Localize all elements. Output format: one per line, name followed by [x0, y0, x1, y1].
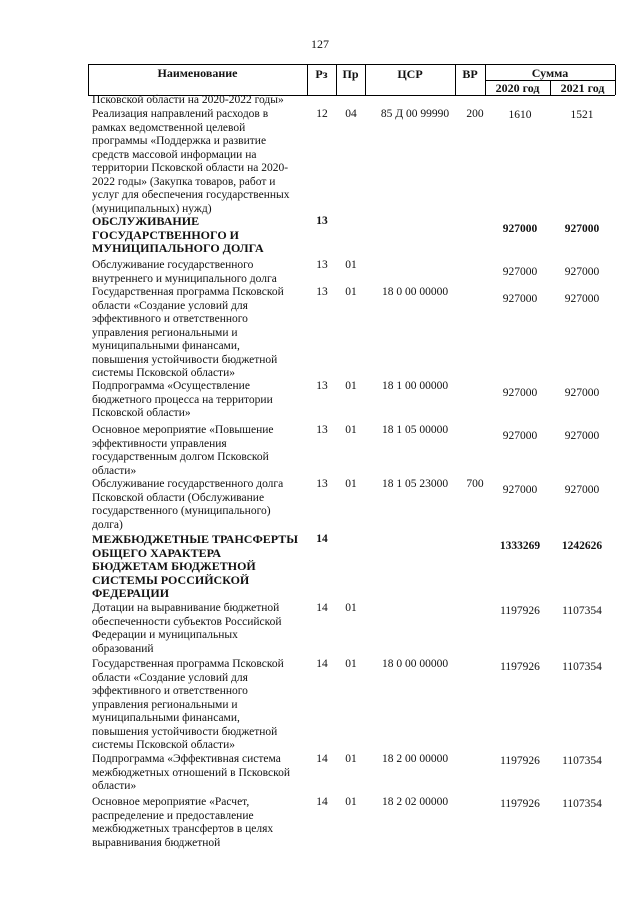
row-sum-2021: 1521	[570, 109, 594, 121]
row-name-line: 2022 годы» (Закупка товаров, работ и	[92, 175, 276, 188]
row-name	[92, 602, 297, 656]
row-sum-2021: 927000	[564, 430, 600, 442]
row-name-line: (муниципальных) нужд)	[92, 202, 212, 215]
row-pr: 01	[345, 380, 357, 392]
row-csr: 85 Д 00 99990	[380, 108, 450, 120]
row-name-line: Федерации и муниципальных	[92, 629, 238, 641]
row-sum-2020: 927000	[502, 484, 538, 496]
row-name-line: муниципальными финансами,	[92, 712, 240, 724]
row-sum-2020: 1197926	[500, 605, 540, 617]
row-name-line: Подпрограмма «Эффективная система	[92, 753, 281, 765]
row-name-line: эффективного и ответственного	[92, 313, 248, 325]
row-name-line: рамках ведомственной целевой	[92, 121, 246, 134]
row-name-line: Реализация направлений расходов в	[92, 108, 269, 120]
row-name	[92, 753, 297, 794]
row-name-line: внутреннего и муниципального долга	[92, 272, 277, 285]
table-header	[88, 64, 615, 96]
row-name-line: ОБСЛУЖИВАНИЕ	[92, 214, 200, 228]
row-name-line: ГОСУДАРСТВЕННОГО И	[92, 227, 239, 242]
row-name-line: бюджетного процесса на территории	[92, 393, 273, 406]
row-sum-2021: 1107354	[562, 661, 602, 673]
row-name-line: эффективности управления	[92, 437, 227, 450]
row-pr: 01	[345, 478, 357, 490]
row-name-line: выравнивания бюджетной	[92, 836, 221, 849]
row-name	[92, 286, 297, 381]
row-name-line: повышения устойчивости бюджетной	[92, 725, 278, 738]
header-sum: Сумма	[531, 66, 569, 80]
header-divider	[615, 65, 616, 95]
row-pr: 01	[345, 424, 357, 436]
row-rz: 13	[316, 380, 328, 392]
row-name-line: области «Создание условий для	[92, 671, 248, 684]
row-rz: 13	[316, 424, 328, 436]
row-vr: 200	[466, 108, 484, 120]
row-name-line: области»	[92, 780, 137, 792]
row-csr: 18 1 00 00000	[381, 380, 449, 392]
row-sum-2021: 1107354	[562, 605, 602, 617]
row-sum-2021: 927000	[564, 266, 600, 278]
row-pr: 04	[345, 108, 357, 120]
row-name-line: средств массовой информации на	[92, 148, 257, 161]
row-sum-2020: 1333269	[499, 540, 541, 552]
row-sum-2021: 1107354	[562, 755, 602, 767]
row-name-line: Основное мероприятие «Повышение	[92, 424, 274, 436]
row-name-line: системы Псковской области»	[92, 739, 235, 751]
row-sum-2020: 1197926	[500, 755, 540, 767]
header-rz: Рз	[315, 67, 328, 81]
row-name-line: управления региональными и	[92, 326, 238, 339]
row-sum-2020: 927000	[502, 266, 538, 278]
row-sum-2021: 1107354	[562, 798, 602, 810]
row-name	[92, 796, 297, 850]
row-csr: 18 2 02 00000	[381, 796, 449, 808]
row-sum-2021: 1242626	[561, 540, 603, 552]
row-name	[92, 259, 297, 286]
row-name-line: ФЕДЕРАЦИИ	[92, 586, 170, 601]
row-name-line: ОБЩЕГО ХАРАКТЕРА	[92, 545, 222, 560]
row-sum-2021: 927000	[564, 223, 600, 235]
row-rz: 14	[316, 533, 328, 545]
row-name-line: эффективного и ответственного	[92, 685, 248, 697]
row-name	[92, 215, 297, 256]
row-name-line: Основное мероприятие «Расчет,	[92, 796, 250, 808]
row-sum-2020: 927000	[502, 387, 538, 399]
row-name-line: Псковской области (Обслуживание	[92, 491, 265, 504]
row-name-line: Подпрограмма «Осуществление	[92, 380, 250, 392]
row-name-line: МУНИЦИПАЛЬНОГО ДОЛГА	[92, 241, 264, 256]
row-sum-2021: 927000	[564, 293, 600, 305]
row-name-line: управления региональными и	[92, 698, 238, 711]
row-sum-2020: 1610	[508, 109, 532, 121]
row-name-line: СИСТЕМЫ РОССИЙСКОЙ	[92, 572, 250, 587]
row-csr: 18 2 00 00000	[381, 753, 449, 765]
row-pr: 01	[345, 796, 357, 808]
row-name-line: территории Псковской области на 2020-	[92, 162, 289, 174]
row-name-line: распределение и предоставление	[92, 809, 254, 822]
row-rz: 14	[316, 658, 328, 670]
row-name-line: межбюджетных отношений в Псковской	[92, 766, 290, 779]
row-pr: 01	[345, 753, 357, 765]
row-name	[92, 94, 297, 108]
row-name-line: межбюджетных трансфертов в целях	[92, 823, 274, 835]
row-name-line: системы Псковской области»	[92, 367, 235, 379]
row-name-line: Государственная программа Псковской	[92, 658, 284, 670]
row-sum-2021: 927000	[564, 387, 600, 399]
row-name-line: МЕЖБЮДЖЕТНЫЕ ТРАНСФЕРТЫ	[92, 532, 299, 546]
row-name-line: государственным долгом Псковской	[92, 451, 269, 463]
row-sum-2020: 1197926	[500, 661, 540, 673]
row-csr: 18 1 05 00000	[381, 424, 449, 436]
row-rz: 13	[316, 215, 328, 227]
row-csr: 18 0 00 00000	[381, 658, 449, 670]
page-number: 127	[311, 37, 329, 51]
row-name-line: образований	[92, 642, 154, 655]
row-sum-2020: 927000	[502, 293, 538, 305]
row-name	[92, 478, 297, 532]
row-name	[92, 424, 297, 478]
row-pr: 01	[345, 259, 357, 271]
header-year-2020: 2020 год	[495, 81, 540, 95]
row-name-line: муниципальными финансами,	[92, 340, 240, 352]
row-name-line: Псковской области на 2020-2022 годы»	[92, 94, 284, 106]
row-sum-2020: 927000	[502, 223, 538, 235]
row-name-line: Псковской области»	[92, 407, 191, 419]
row-pr: 01	[345, 602, 357, 614]
row-name-line: государственного (муниципального)	[92, 505, 271, 517]
row-name	[92, 108, 297, 216]
row-name-line: области»	[92, 464, 137, 477]
row-name-line: Обслуживание государственного	[92, 259, 254, 271]
row-name	[92, 533, 297, 601]
header-name: Наименование	[157, 66, 238, 80]
header-pr: Пр	[342, 67, 359, 81]
row-name	[92, 658, 297, 753]
row-rz: 14	[316, 602, 328, 614]
header-vr: ВР	[462, 67, 478, 81]
row-rz: 12	[316, 108, 328, 120]
row-rz: 14	[316, 796, 328, 808]
row-csr: 18 1 05 23000	[381, 478, 449, 490]
row-sum-2021: 927000	[564, 484, 600, 496]
row-csr: 18 0 00 00000	[381, 286, 449, 298]
row-vr: 700	[466, 478, 484, 490]
row-rz: 13	[316, 286, 328, 298]
row-name-line: области «Создание условий для	[92, 299, 248, 312]
row-name-line: повышения устойчивости бюджетной	[92, 353, 278, 366]
header-year-2021: 2021 год	[560, 81, 605, 95]
row-name-line: программы «Поддержка и развитие	[92, 135, 267, 147]
row-name	[92, 380, 297, 421]
row-name-line: Обслуживание государственного долга	[92, 478, 284, 490]
row-rz: 13	[316, 259, 328, 271]
row-name-line: долга)	[92, 518, 123, 531]
row-name-line: Дотации на выравнивание бюджетной	[92, 602, 280, 614]
row-name-line: обеспеченности субъектов Российской	[92, 615, 282, 628]
row-rz: 13	[316, 478, 328, 490]
row-rz: 14	[316, 753, 328, 765]
row-sum-2020: 927000	[502, 430, 538, 442]
header-csr: ЦСР	[397, 67, 423, 81]
row-name-line: Государственная программа Псковской	[92, 286, 284, 298]
row-pr: 01	[345, 286, 357, 298]
row-name-line: услуг для обеспечения государственных	[92, 189, 290, 201]
row-pr: 01	[345, 658, 357, 670]
row-name-line: БЮДЖЕТАМ БЮДЖЕТНОЙ	[92, 559, 256, 574]
row-sum-2020: 1197926	[500, 798, 540, 810]
